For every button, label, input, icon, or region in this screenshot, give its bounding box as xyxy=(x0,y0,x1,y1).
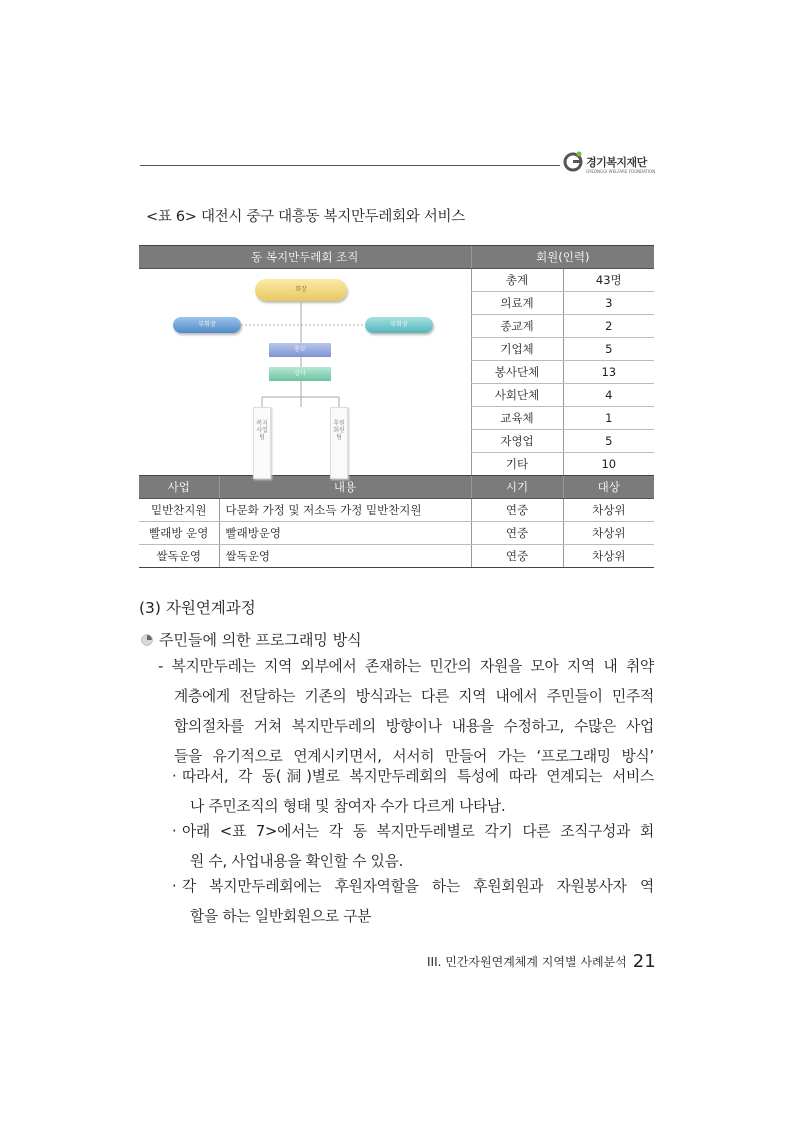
member-label: 자영업 xyxy=(471,430,563,453)
member-label: 기타 xyxy=(471,453,563,476)
foundation-name: 경기복지재단 xyxy=(586,156,647,169)
service-name: 빨래방 운영 xyxy=(139,522,219,545)
paragraph-line xyxy=(172,817,654,847)
service-period: 연중 xyxy=(471,545,563,568)
service-header-target: 대상 xyxy=(563,476,654,499)
service-period: 연중 xyxy=(471,522,563,545)
paragraph-line: 나 주민조직의 형태 및 참여자 수가 다르게 나타남. xyxy=(190,798,506,815)
section-title: (3) 자원연계과정 xyxy=(139,599,256,617)
member-label: 총계 xyxy=(471,269,563,292)
paragraph-line-text: 각 복지만두레회에는 후원자역할을 하는 후원회원과 자원봉사자 역 xyxy=(182,878,654,895)
page-number: 21 xyxy=(632,951,656,972)
paragraph-line: 원 수, 사업내용을 확인할 수 있음. xyxy=(190,853,404,870)
org-node-vice-president-right: 부회장 xyxy=(365,317,433,333)
paragraph-line-text: 따라서, 각 동(洞)별로 복지만두레회의 특성에 따라 연계되는 서비스 xyxy=(182,768,654,785)
member-label: 사회단체 xyxy=(471,384,563,407)
member-label: 교육체 xyxy=(471,407,563,430)
paragraph-line: 계층에게 전달하는 기존의 방식과는 다른 지역 내에서 주민들이 민주적 xyxy=(174,688,654,705)
paragraph-member-types xyxy=(172,872,654,932)
member-value: 3 xyxy=(563,292,654,315)
paragraph-table7-ref xyxy=(172,817,654,877)
org-node-auditor: 감사 xyxy=(269,367,331,381)
member-value: 4 xyxy=(563,384,654,407)
member-value: 43명 xyxy=(563,269,654,292)
sub-bullet-mark: · xyxy=(172,768,177,785)
org-node-sponsor-team: 후원회원팀 xyxy=(330,407,348,479)
paragraph-line: 할을 하는 일반회원으로 구분 xyxy=(190,908,372,925)
table-row xyxy=(139,522,654,545)
service-header-content: 내용 xyxy=(219,476,471,499)
org-chart-cell xyxy=(139,269,471,476)
header-rule xyxy=(140,165,560,166)
bullet-heading xyxy=(141,629,362,650)
sub-bullet-mark: · xyxy=(172,878,177,895)
bullet-diamond-icon xyxy=(141,634,153,646)
member-label: 기업체 xyxy=(471,338,563,361)
org-node-welfare-team: 복지사업팀 xyxy=(253,407,271,479)
paragraph-line: 합의절차를 거쳐 복지만두레의 방향이나 내용을 수정하고, 수많은 사업 xyxy=(174,718,654,735)
table-row xyxy=(139,545,654,568)
bullet-heading-text: 주민들에 의한 프로그래밍 방식 xyxy=(159,631,362,649)
paragraph-line-text: 아래 <표 7>에서는 각 동 복지만두레별로 각기 다른 조직구성과 회 xyxy=(182,823,654,840)
paragraph-programming xyxy=(158,652,654,772)
foundation-logo xyxy=(562,150,662,178)
service-target: 차상위 xyxy=(563,545,654,568)
table-caption: <표 6> 대전시 중구 대흥동 복지만두레회와 서비스 xyxy=(146,209,465,225)
page-footer xyxy=(427,951,656,972)
member-value: 10 xyxy=(563,453,654,476)
foundation-english-name: GYEONGGI WELFARE FOUNDATION xyxy=(586,169,656,174)
member-value: 1 xyxy=(563,407,654,430)
member-label: 종교계 xyxy=(471,315,563,338)
org-node-secretary: 총무 xyxy=(269,343,331,357)
foundation-logo-icon xyxy=(562,150,584,172)
table-header-row xyxy=(139,246,654,269)
member-label: 의료계 xyxy=(471,292,563,315)
table-row xyxy=(139,269,654,292)
sub-bullet-mark: · xyxy=(172,823,177,840)
service-header-period: 시기 xyxy=(471,476,563,499)
service-period: 연중 xyxy=(471,499,563,522)
service-target: 차상위 xyxy=(563,499,654,522)
service-table xyxy=(139,245,654,568)
paragraph-line: 들을 유기적으로 연계시키면서, 서서히 만들어 가는 ‘프로그래밍 방식’ xyxy=(174,748,654,765)
org-chart xyxy=(139,269,471,470)
table-row xyxy=(139,499,654,522)
service-target: 차상위 xyxy=(563,522,654,545)
member-label: 봉사단체 xyxy=(471,361,563,384)
member-value: 2 xyxy=(563,315,654,338)
paragraph-line: - 복지만두레는 지역 외부에서 존재하는 민간의 자원을 모아 지역 내 취약 xyxy=(158,658,654,675)
service-content: 빨래방운영 xyxy=(219,522,471,545)
org-node-president: 회장 xyxy=(255,279,347,301)
service-content: 쌀독운영 xyxy=(219,545,471,568)
paragraph-dong-differences xyxy=(172,762,654,822)
org-node-vice-president-left: 부회장 xyxy=(173,317,241,333)
service-name: 밑반찬지원 xyxy=(139,499,219,522)
paragraph-line xyxy=(172,762,654,792)
member-value: 5 xyxy=(563,430,654,453)
paragraph-line xyxy=(172,872,654,902)
service-content: 다문화 가정 및 저소득 가정 밑반찬지원 xyxy=(219,499,471,522)
service-header-name: 사업 xyxy=(139,476,219,499)
org-header: 동 복지만두레회 조직 xyxy=(139,246,471,269)
members-header: 회원(인력) xyxy=(471,246,654,269)
footer-chapter: III. 민간자원연계체계 지역별 사례분석 xyxy=(427,955,627,969)
member-value: 5 xyxy=(563,338,654,361)
member-value: 13 xyxy=(563,361,654,384)
service-name: 쌀독운영 xyxy=(139,545,219,568)
